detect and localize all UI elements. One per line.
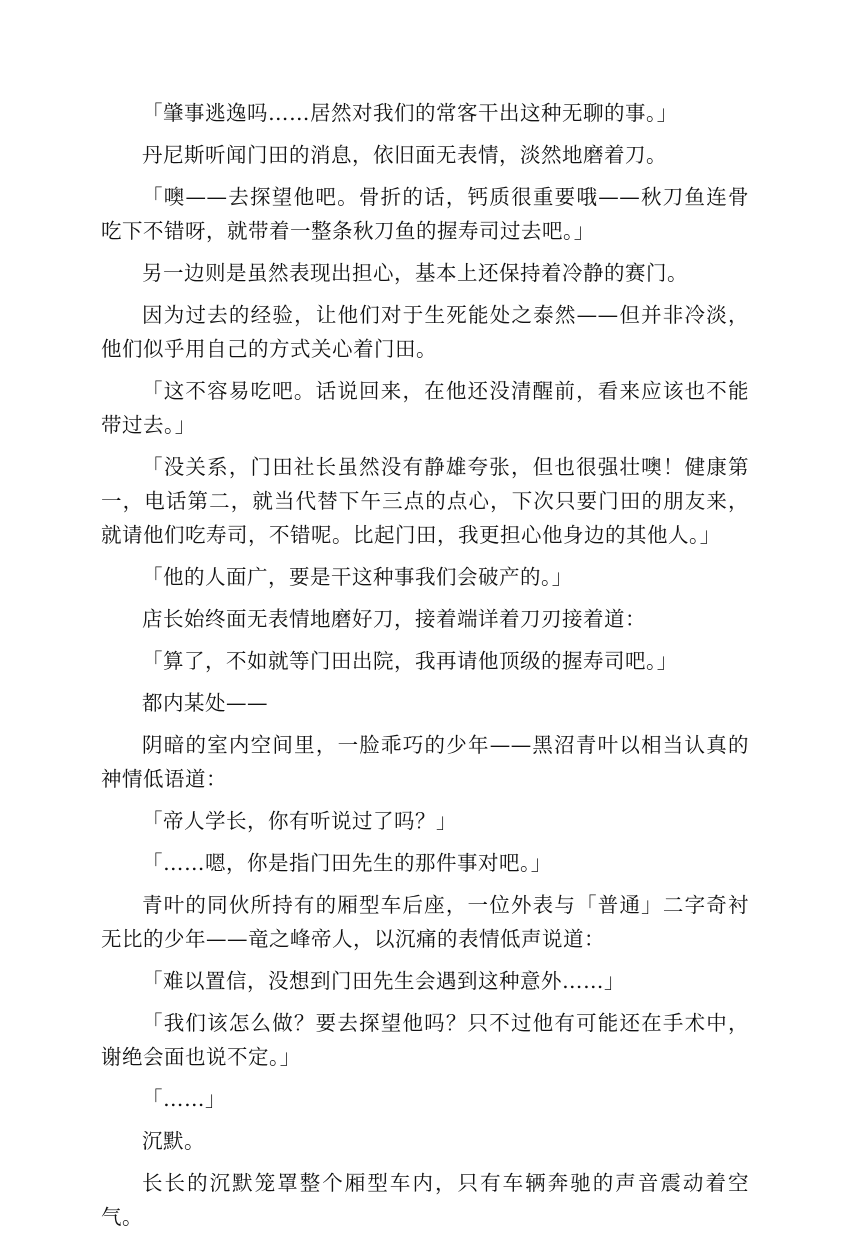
paragraph: 「……嗯，你是指门田先生的那件事对吧。」 [142,851,552,875]
paragraph: 「肇事逃逸吗……居然对我们的常客干出这种无聊的事。」 [142,101,678,125]
paragraph: 另一边则是虽然表现出担心，基本上还保持着冷静的赛门。 [142,261,688,285]
paragraph: 丹尼斯听闻门田的消息，依旧面无表情，淡然地磨着刀。 [142,143,667,167]
paragraph: 「我们该怎么做？要去探望他吗？只不过他有可能还在手术中，谢绝会面也说不定。」 [101,1011,749,1069]
page-text [101,96,749,1242]
paragraph: 店长始终面无表情地磨好刀，接着端详着刀刃接着道： [142,607,646,631]
paragraph: 沉默。 [142,1129,205,1153]
paragraph: 「噢——去探望他吧。骨折的话，钙质很重要哦——秋刀鱼连骨吃下不错呀，就带着一整条秋刀鱼的握寿司过去吧。」 [101,185,749,243]
paragraph: 「算了，不如就等门田出院，我再请他顶级的握寿司吧。」 [142,649,678,673]
paragraph: 「帝人学长，你有听说过了吗？」 [142,809,457,833]
paragraph: 都内某处—— [142,691,268,715]
paragraph: 长长的沉默笼罩整个厢型车内，只有车辆奔驰的声音震动着空气。 [101,1171,749,1229]
paragraph: 「……」 [142,1087,226,1111]
paragraph: 「他的人面广，要是干这种事我们会破产的。」 [142,565,573,589]
paragraph: 「难以置信，没想到门田先生会遇到这种意外……」 [142,969,625,993]
paragraph: 因为过去的经验，让他们对于生死能处之泰然——但并非冷淡，他们似乎用自己的方式关心着门田。 [101,303,749,361]
paragraph: 阴暗的室内空间里，一脸乖巧的少年——黑沼青叶以相当认真的神情低语道： [101,733,749,791]
paragraph: 青叶的同伙所持有的厢型车后座，一位外表与「普通」二字奇衬无比的少年——竜之峰帝人，以沉痛的表情低声说道： [101,893,749,951]
paragraph: 「没关系，门田社长虽然没有静雄夸张，但也很强壮噢！健康第一，电话第二，就当代替下午三点的点心，下次只要门田的朋友来，就请他们吃寿司，不错呢。比起门田，我更担心他身边的其他人。」 [101,455,749,547]
paragraph: 「这不容易吃吧。话说回来，在他还没清醒前，看来应该也不能带过去。」 [101,379,749,437]
